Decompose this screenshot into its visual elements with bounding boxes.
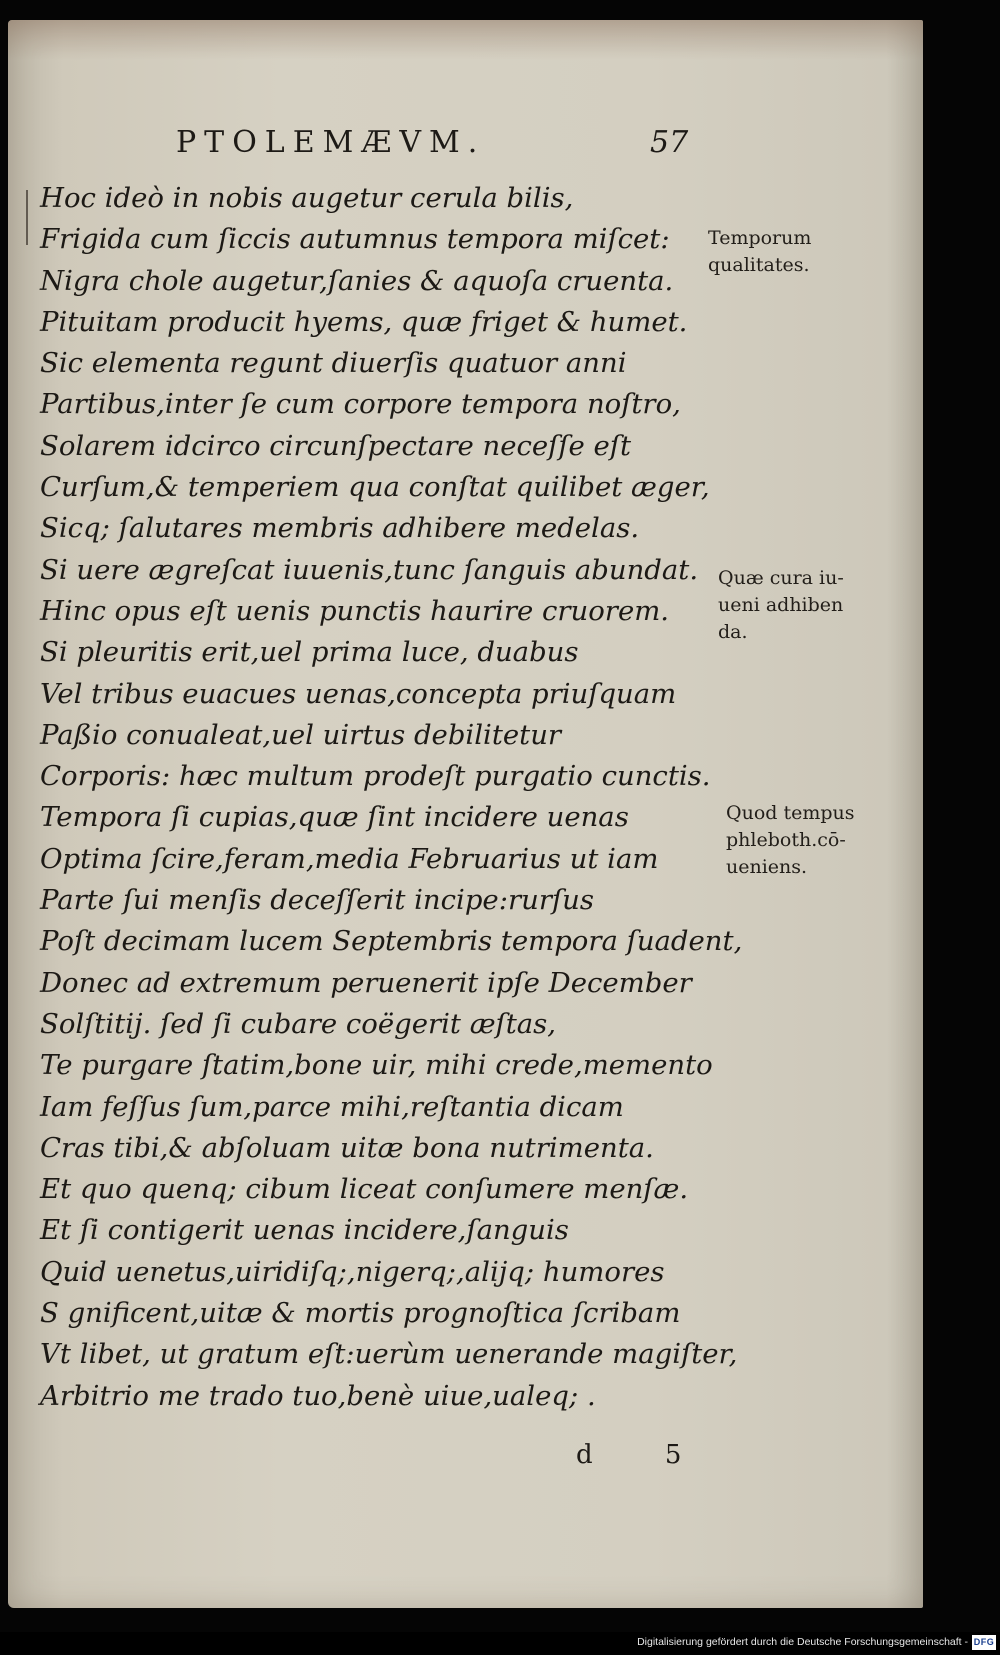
verse-line: Solarem idcirco circunſpectare neceſſe eſt [40, 429, 632, 462]
margin-mark [26, 190, 28, 245]
marginal-note-line: ueniens. [726, 856, 808, 878]
credit-bar [0, 1632, 1000, 1655]
verse-line: Arbitrio me trado tuo,benè uiue,ualeq; . [40, 1379, 596, 1412]
verse-line: Pituitam producit hyems, quæ friget & humet. [40, 305, 688, 338]
verse-line: Sicq; ſalutares membris adhibere medelas. [40, 512, 640, 545]
verse-line: Sic elementa regunt diuerſis quatuor anni [40, 347, 627, 380]
verse-line: Te purgare ſtatim,bone uir, mihi crede,memento [40, 1049, 713, 1082]
verse-line: Optima ſcire,feram,media Februarius ut iam [40, 842, 659, 875]
marginal-note-line: qualitates. [708, 254, 810, 276]
marginal-note-line: Temporum [708, 227, 812, 249]
verse-line: Vel tribus euacues uenas,concepta priuſquam [40, 677, 677, 710]
verse-line: S gnificent,uitæ & mortis prognoſtica ſcribam [40, 1297, 681, 1330]
verse-line: Si uere ægreſcat iuuenis,tunc ſanguis abundat. [40, 553, 699, 586]
running-title: PTOLEMÆVM. [176, 125, 486, 160]
marginal-note-line: Quæ cura iu- [718, 567, 844, 589]
page-stain [8, 20, 923, 60]
verse-line: Vt libet, ut gratum eſt:uerùm uenerande magiſter, [40, 1338, 738, 1371]
verse-line: Et ſi contigerit uenas incidere,ſanguis [40, 1214, 569, 1247]
funding-credit: Digitalisierung gefördert durch die Deutsche Forschungsgemeinschaft - [637, 1636, 968, 1648]
dfg-logo: DFG [972, 1635, 996, 1650]
verse-line: Hinc opus eſt uenis punctis haurire cruorem. [40, 594, 670, 627]
verse-line: Cras tibi,& abſoluam uitæ bona nutrimenta. [40, 1131, 654, 1164]
marginal-note-line: Quod tempus [726, 802, 855, 824]
marginal-note-line: phleboth.cō- [726, 829, 846, 851]
book-page [8, 20, 923, 1608]
verse-line: Paßio conualeat,uel uirtus debilitetur [40, 718, 562, 751]
verse-line: Si pleuritis erit,uel prima luce, duabus [40, 636, 579, 669]
verse-line: Nigra chole augetur,ſanies & aquoſa cruenta. [40, 264, 674, 297]
marginal-note-line: da. [718, 621, 748, 643]
verse-line: Hoc ideò in nobis augetur cerula bilis, [40, 182, 574, 214]
verse-line: Parte ſui menſis deceſſerit incipe:rurſus [40, 884, 594, 917]
verse-line: Corporis: hæc multum prodeſt purgatio cunctis. [40, 760, 711, 793]
marginal-note-phlebotomy [726, 800, 855, 881]
verse-line: Quid uenetus,uiridiſq;,nigerq;,alijq; humores [40, 1255, 665, 1288]
verse-line: Et quo quenq; cibum liceat conſumere menſæ. [40, 1173, 689, 1206]
page-number: 57 [650, 125, 689, 160]
verse-line: Solſtitij. ſed ſi cubare coëgerit æſtas, [40, 1007, 557, 1040]
verse-line: Iam feſſus ſum,parce mihi,reſtantia dicam [40, 1090, 624, 1123]
verse-line: Curſum,& temperiem qua conſtat quilibet æger, [40, 471, 710, 504]
marginal-note-seasons [708, 225, 811, 279]
verse-text [40, 178, 743, 1417]
verse-line: Partibus,inter ſe cum corpore tempora noſtro, [40, 388, 681, 421]
marginal-note-line: ueni adhiben [718, 594, 844, 616]
verse-line: Donec ad extremum peruenerit ipſe December [40, 966, 692, 999]
verse-line: Tempora ſi cupias,quæ ſint incidere uenas [40, 801, 629, 834]
marginal-note-youth-care [718, 565, 844, 646]
signature-mark: d 5 [576, 1440, 714, 1470]
verse-line: Frigida cum ſiccis autumnus tempora miſcet: [40, 223, 670, 256]
verse-line: Poſt decimam lucem Septembris tempora ſuadent, [40, 925, 743, 958]
